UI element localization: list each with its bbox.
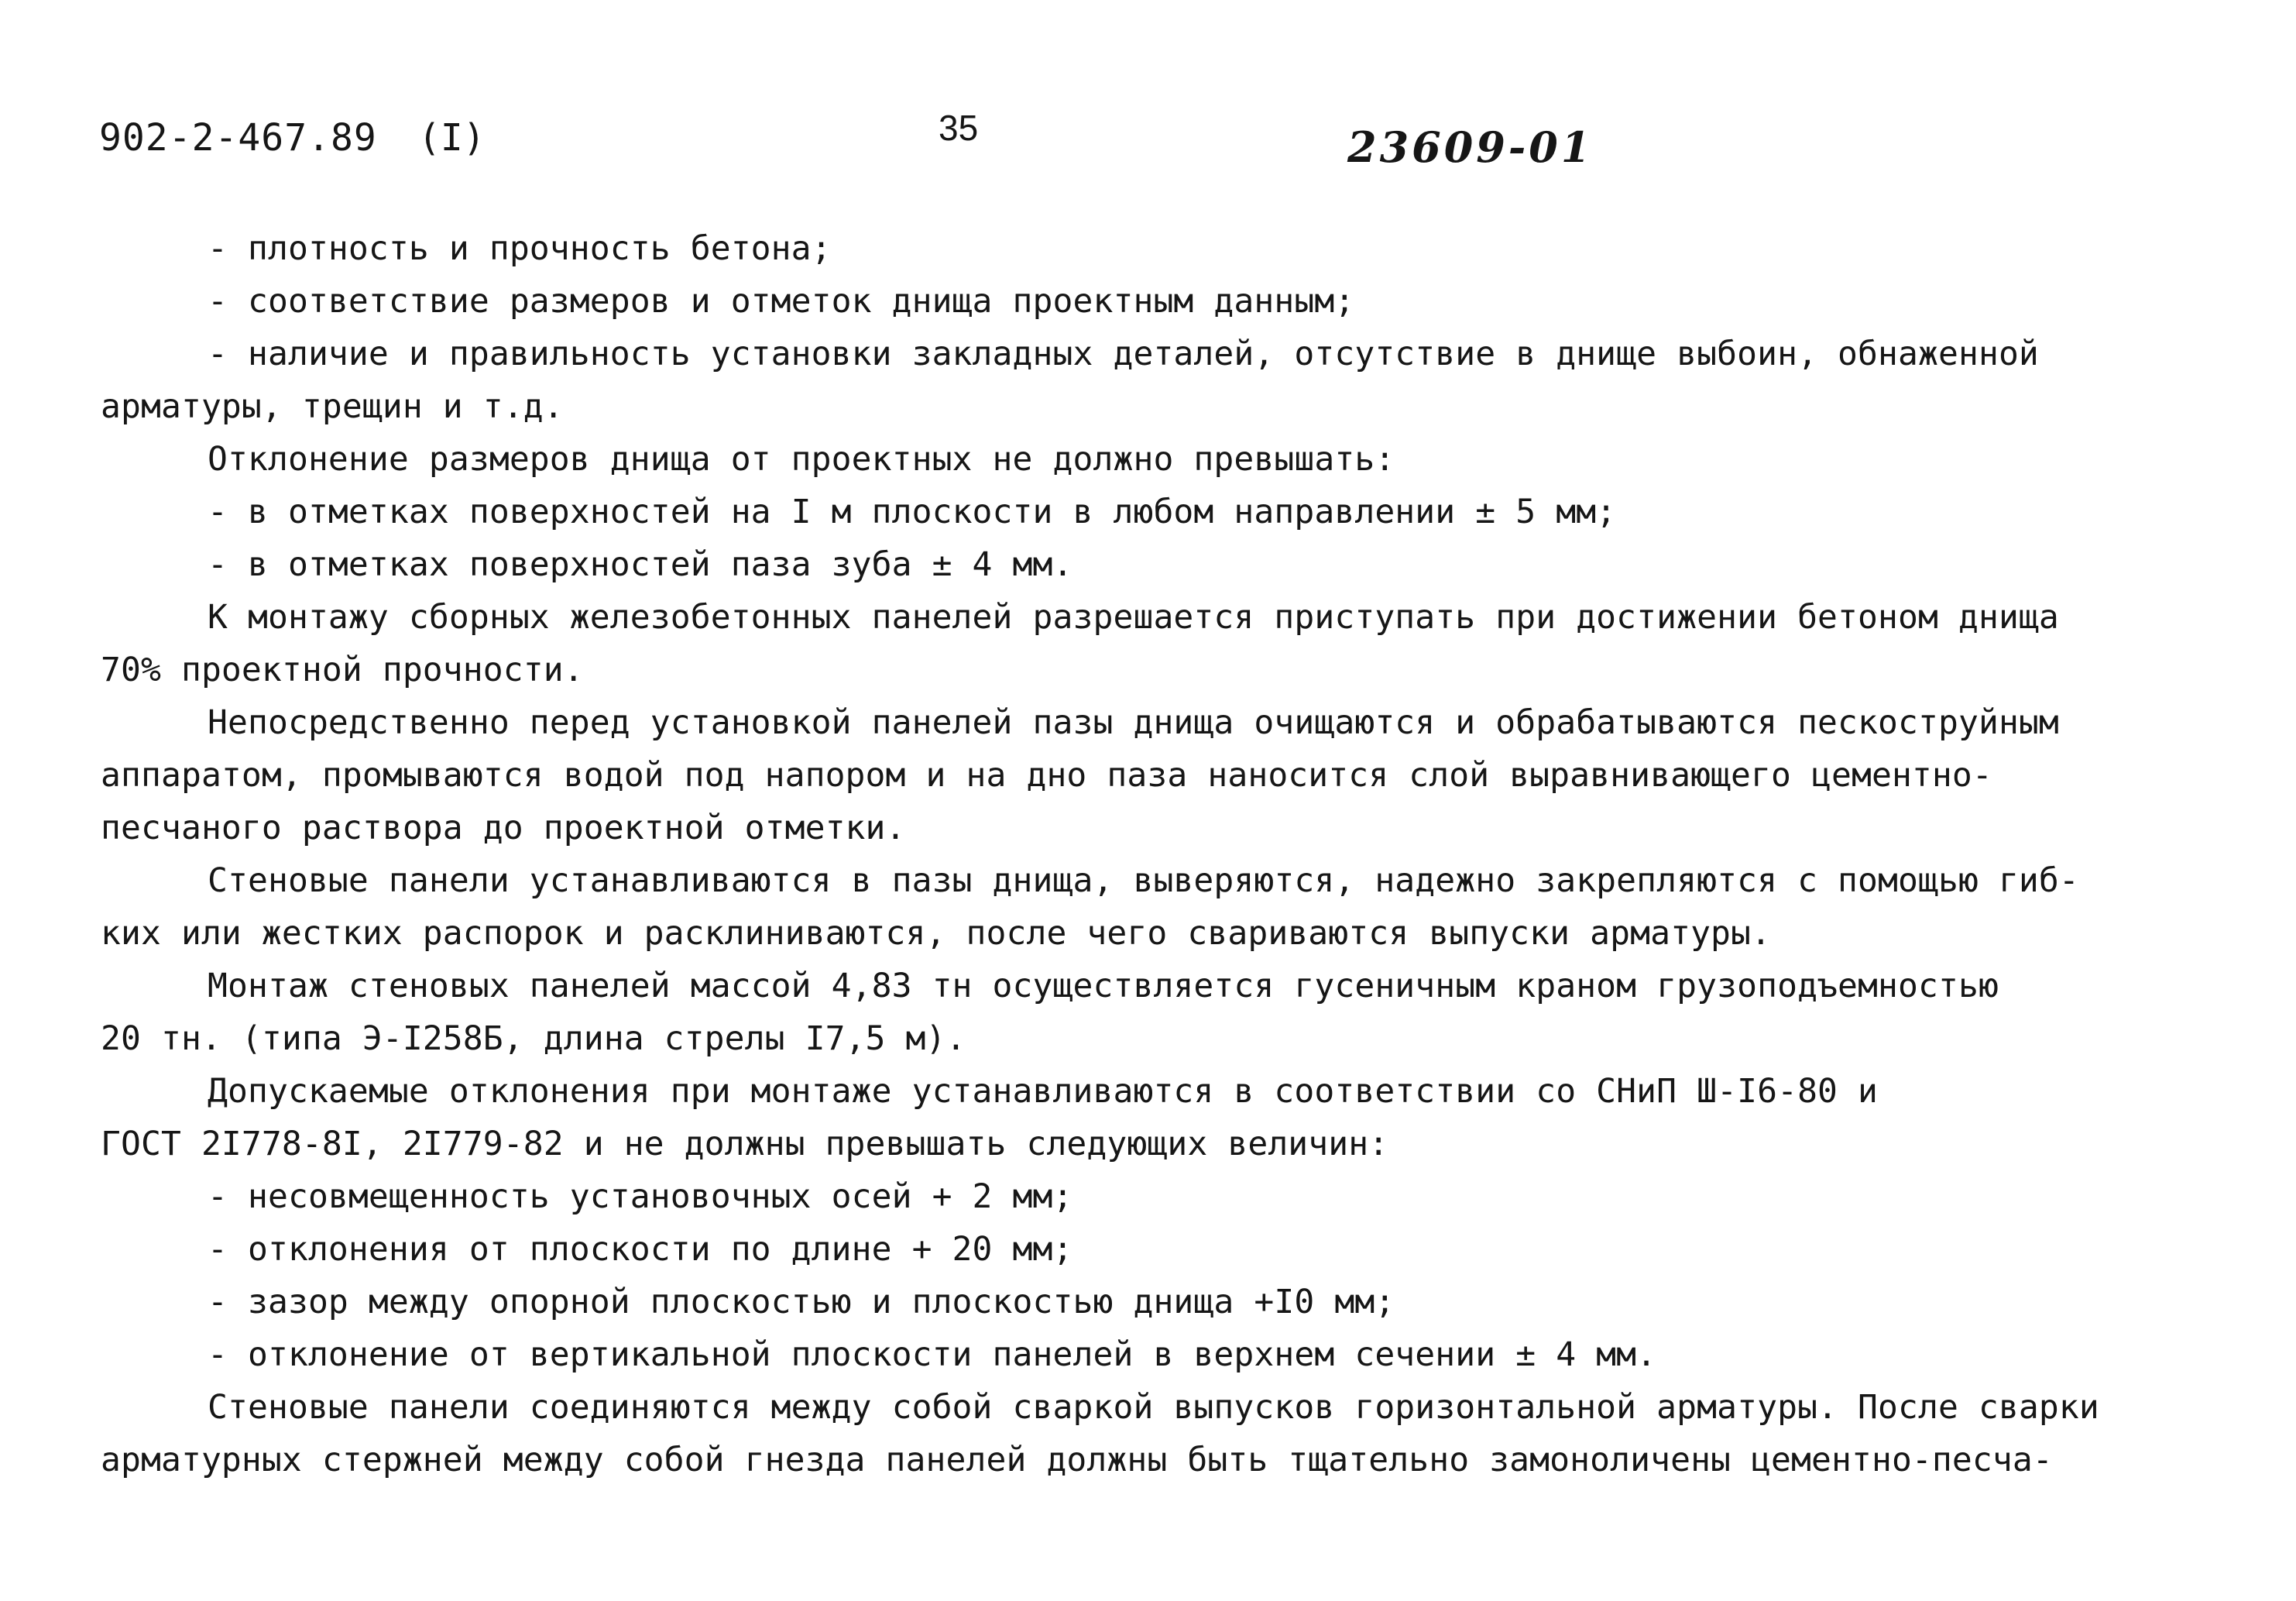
section-number: (I) [418,116,486,160]
body-line: - несовмещенность установочных осей + 2 мм; [208,1177,1073,1216]
body-line: К монтажу сборных железобетонных панелей разрешается приступать при достижении бетоном днища [208,598,2059,637]
document-code: 902-2-467.89 [99,116,377,160]
body-line: аппаратом, промываются водой под напором и на дно паза наносится слой выравнивающего цементно- [101,756,1992,795]
inventory-stamp: 23609-01 [1347,122,1594,172]
body-line: - плотность и прочность бетона; [208,229,832,268]
body-line: Стеновые панели устанавливаются в пазы днища, выверяются, надежно закрепляются с помощью гиб- [208,861,2079,900]
body-line: - зазор между опорной плоскостью и плоскостью днища +I0 мм; [208,1283,1395,1321]
body-line: - наличие и правильность установки закладных деталей, отсутствие в днище выбоин, обнаженной [208,335,2039,373]
body-line: ких или жестких распорок и расклиниваются, после чего свариваются выпуски арматуры. [101,914,1772,953]
body-line: песчаного раствора до проектной отметки. [101,809,906,847]
body-line: Непосредственно перед установкой панелей пазы днища очищаются и обрабатываются пескоструйным [208,703,2059,742]
body-line: 70% проектной прочности. [101,651,584,689]
body-line: Допускаемые отклонения при монтаже устанавливаются в соответствии со СНиП Ш-I6-80 и [208,1072,1879,1111]
body-line: Стеновые панели соединяются между собой сваркой выпусков горизонтальной арматуры. После сварки [208,1388,2099,1427]
body-line: - отклонение от вертикальной плоскости панелей в верхнем сечении ± 4 мм. [208,1335,1657,1374]
body-line: - отклонения от плоскости по длине + 20 мм; [208,1230,1073,1269]
body-line: 20 тн. (типа Э-I258Б, длина стрелы I7,5 м). [101,1019,966,1058]
body-line: - соответствие размеров и отметок днища проектным данным; [208,282,1355,321]
body-line: арматурных стержней между собой гнезда панелей должны быть тщательно замоноличены цементно-песча- [101,1441,2053,1479]
body-line: - в отметках поверхностей на I м плоскости в любом направлении ± 5 мм; [208,493,1617,531]
body-line: Монтаж стеновых панелей массой 4,83 тн осуществляется гусеничным краном грузоподъемностью [208,967,1999,1005]
body-line: - в отметках поверхностей паза зуба ± 4 мм. [208,545,1073,584]
body-line: Отклонение размеров днища от проектных не должно превышать: [208,440,1395,479]
body-line: арматуры, трещин и т.д. [101,387,564,426]
page-number: 35 [939,108,979,148]
body-line: ГОСТ 2I778-8I, 2I779-82 и не должны превышать следующих величин: [101,1125,1389,1163]
